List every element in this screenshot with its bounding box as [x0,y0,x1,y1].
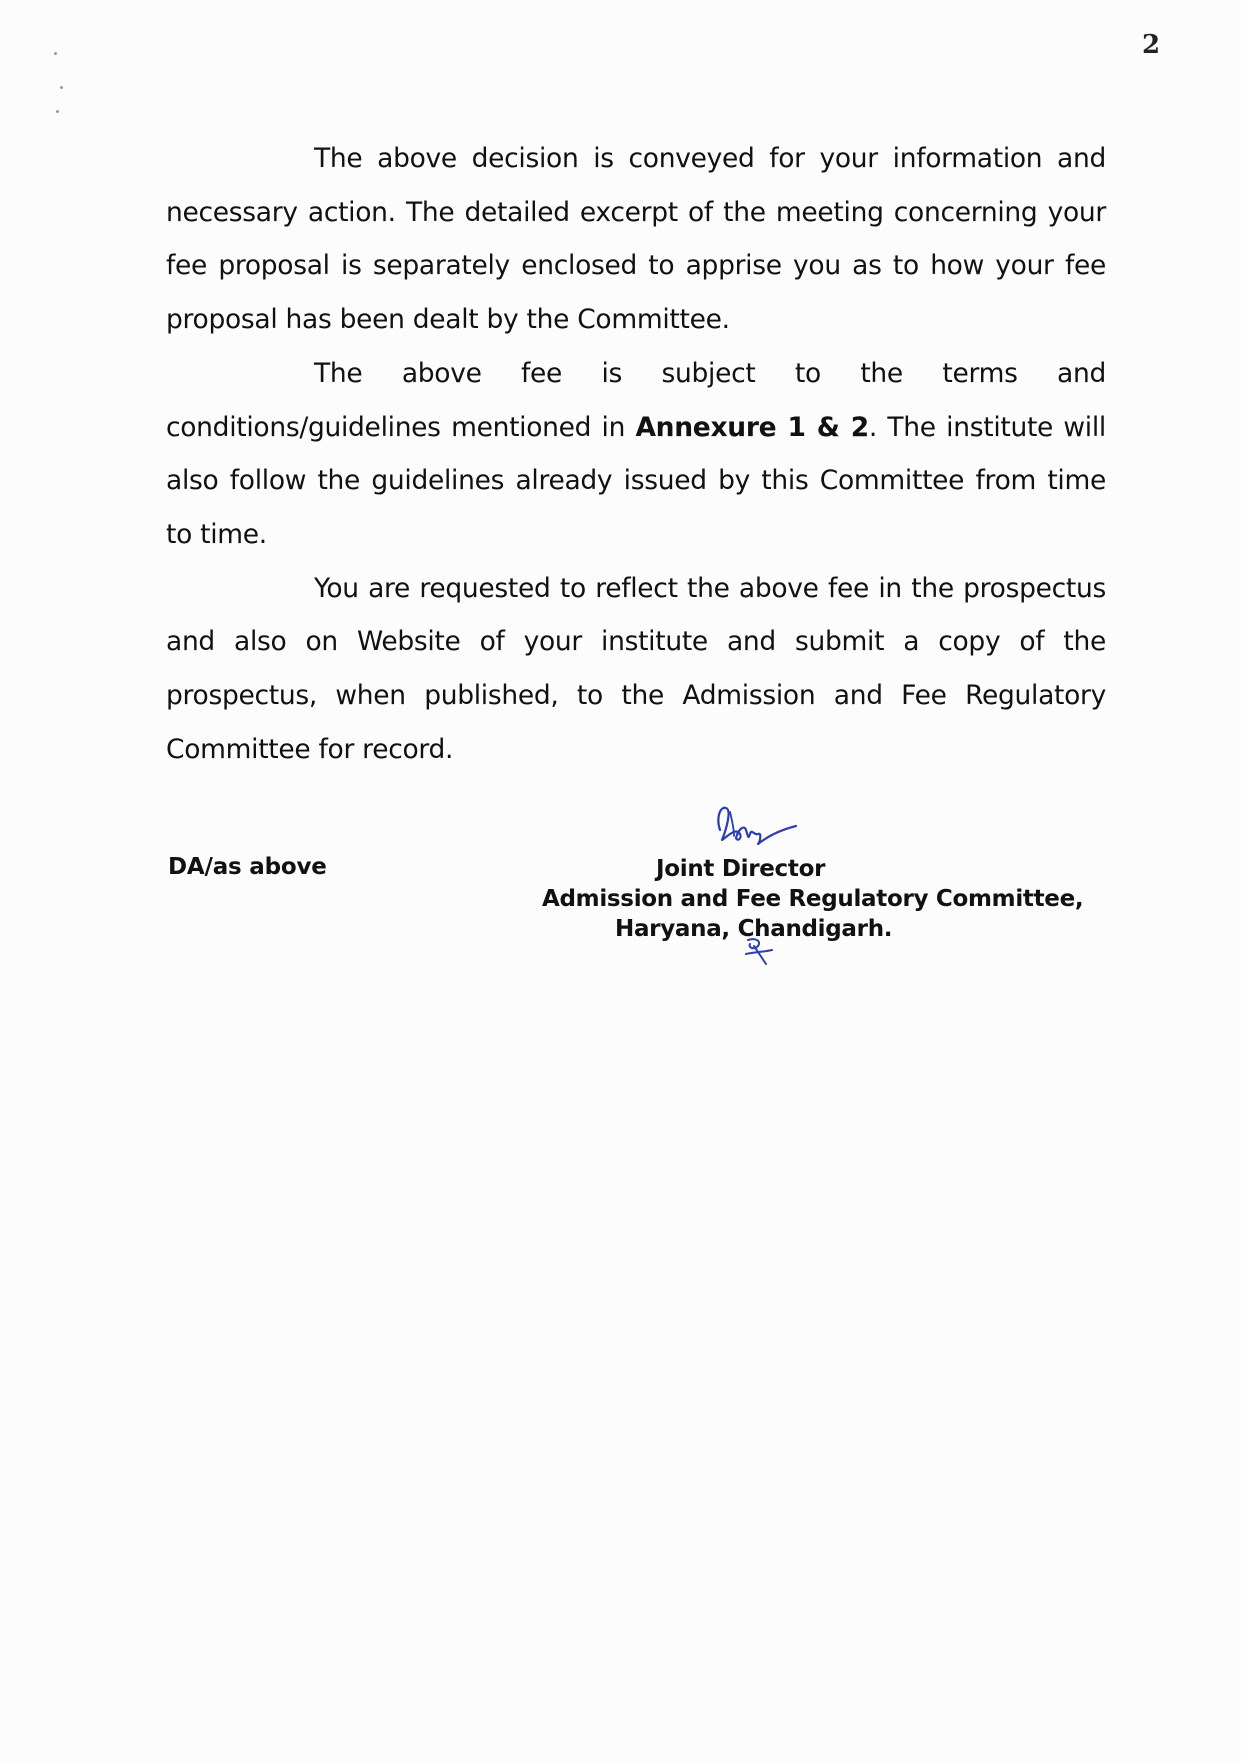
enclosure-note: DA/as above [168,854,327,880]
handwritten-signature [712,800,802,856]
letter-body [166,132,1106,776]
paragraph-decision-conveyed: The above decision is conveyed for your information and necessary action. The detailed excerpt of the meeting concerning your fee proposal is separately enclosed to apprise you as to how your fee proposal has been dealt by the Committee. [166,143,1106,336]
paragraph-prospectus-request: You are requested to reflect the above fee in the prospectus and also on Website of your institute and submit a copy of the prospectus, when published, to the Admission and Fee Regulatory Committee for record. [166,572,1106,765]
paragraph-terms-continuation: . The institute will also follow the guidelines already issued by this Committee from time to time. [166,411,1106,550]
page-number: 2 [1142,30,1161,60]
paragraph-terms-text: The above fee is subject to the terms and conditions/guidelines mentioned in [166,357,1106,443]
annexure-reference: Annexure 1 & 2 [635,411,869,443]
scan-speck [56,110,59,113]
signature-block [520,854,1100,944]
scan-speck [54,52,57,55]
paragraph-terms-conditions [166,347,1106,562]
signatory-location: Haryana, Chandigarh. [615,916,893,942]
signatory-organization: Admission and Fee Regulatory Committee, [542,886,1084,912]
handwritten-initials [740,936,776,968]
signatory-designation: Joint Director [656,856,826,882]
scan-speck [60,86,63,89]
